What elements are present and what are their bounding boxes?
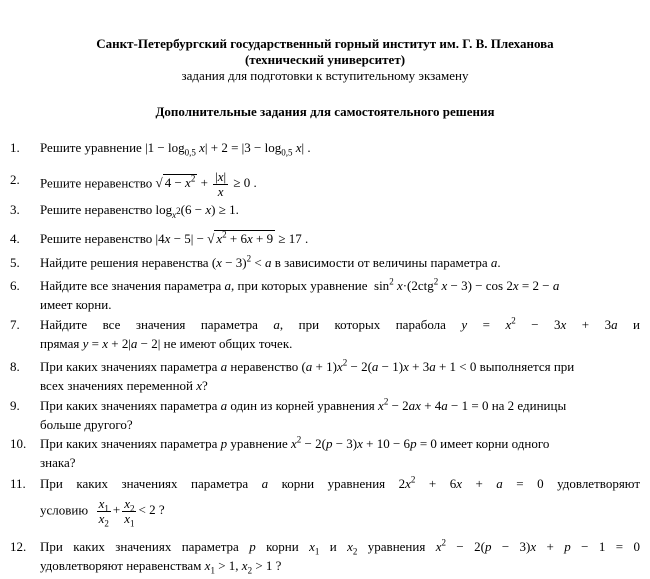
- problem-number: 4.: [10, 231, 20, 246]
- problem-number: 8.: [10, 359, 20, 374]
- problem-text: Решите неравенство: [40, 202, 153, 217]
- formula: $\log_{x^2}(6 - x) \ge 1$.: [155, 202, 239, 220]
- formula: $|1 - \log_{0,5} x| + 2 = |3 - \log_{0,5} x|$ .: [145, 140, 311, 158]
- problem-number: 3.: [10, 202, 20, 217]
- formula: $y = x^2 - 3x + 3a$: [461, 315, 618, 332]
- problem-number: 5.: [10, 255, 20, 270]
- document-purpose: задания для подготовки к вступительному экзамену: [181, 68, 469, 83]
- problem-text: Решите неравенство: [40, 231, 153, 246]
- formula: $(a + 1)x^2 - 2(a - 1)x + 3a + 1 < 0$: [301, 357, 477, 374]
- formula: $(x - 3)^2 < a$: [211, 253, 272, 270]
- formula: $\frac{x_1}{x_2}$ + $\frac{x_2}{x_1}$ < 2 ?: [98, 496, 165, 529]
- document-header: [0, 36, 650, 84]
- problem-text: Решите неравенство: [40, 175, 153, 191]
- problem-number: 6.: [10, 278, 20, 293]
- problem-text: Решите уравнение: [40, 140, 142, 155]
- formula: $\sin^2 x\cdot(2ctg^2$ x − 3) − cos 2x = 2 − a: [374, 276, 560, 293]
- problem-number: 12.: [10, 539, 27, 554]
- institute-name: Санкт-Петербургский государственный горный институт им. Г. В. Плеханова: [96, 36, 554, 51]
- problem-number: 7.: [10, 317, 20, 332]
- formula: √ $4 - x^2$ + $\frac{|x|}{x}$ ≥ 0 .: [155, 169, 257, 199]
- formula: |4x − 5| − √ $x^2 + 6x + 9 \ge 17$ .: [155, 229, 309, 246]
- formula: $x^2 - 2(p - 3)x + 10 - 6p = 0$: [290, 434, 437, 451]
- institute-subtitle: (технический университет): [244, 52, 406, 67]
- problem-number: 1.: [10, 140, 20, 155]
- problem-number: 9.: [10, 398, 20, 413]
- formula: $x^2 - 2(p - 3)x + p - 1 = 0$: [435, 537, 641, 554]
- formula: $x_1 > 1$, $x_2 > 1$ ?: [204, 558, 282, 576]
- formula: $x^2 - 2ax + 4a - 1 = 0$: [378, 396, 489, 413]
- problem-number: 10.: [10, 436, 27, 451]
- problem-number: 11.: [10, 476, 26, 491]
- problem-number: 2.: [10, 172, 20, 187]
- section-title: Дополнительные задания для самостоятельного решения: [155, 104, 495, 119]
- formula: $2x^2 + 6x + a = 0$: [398, 474, 544, 491]
- formula: y = x + 2|a − 2|: [82, 336, 161, 351]
